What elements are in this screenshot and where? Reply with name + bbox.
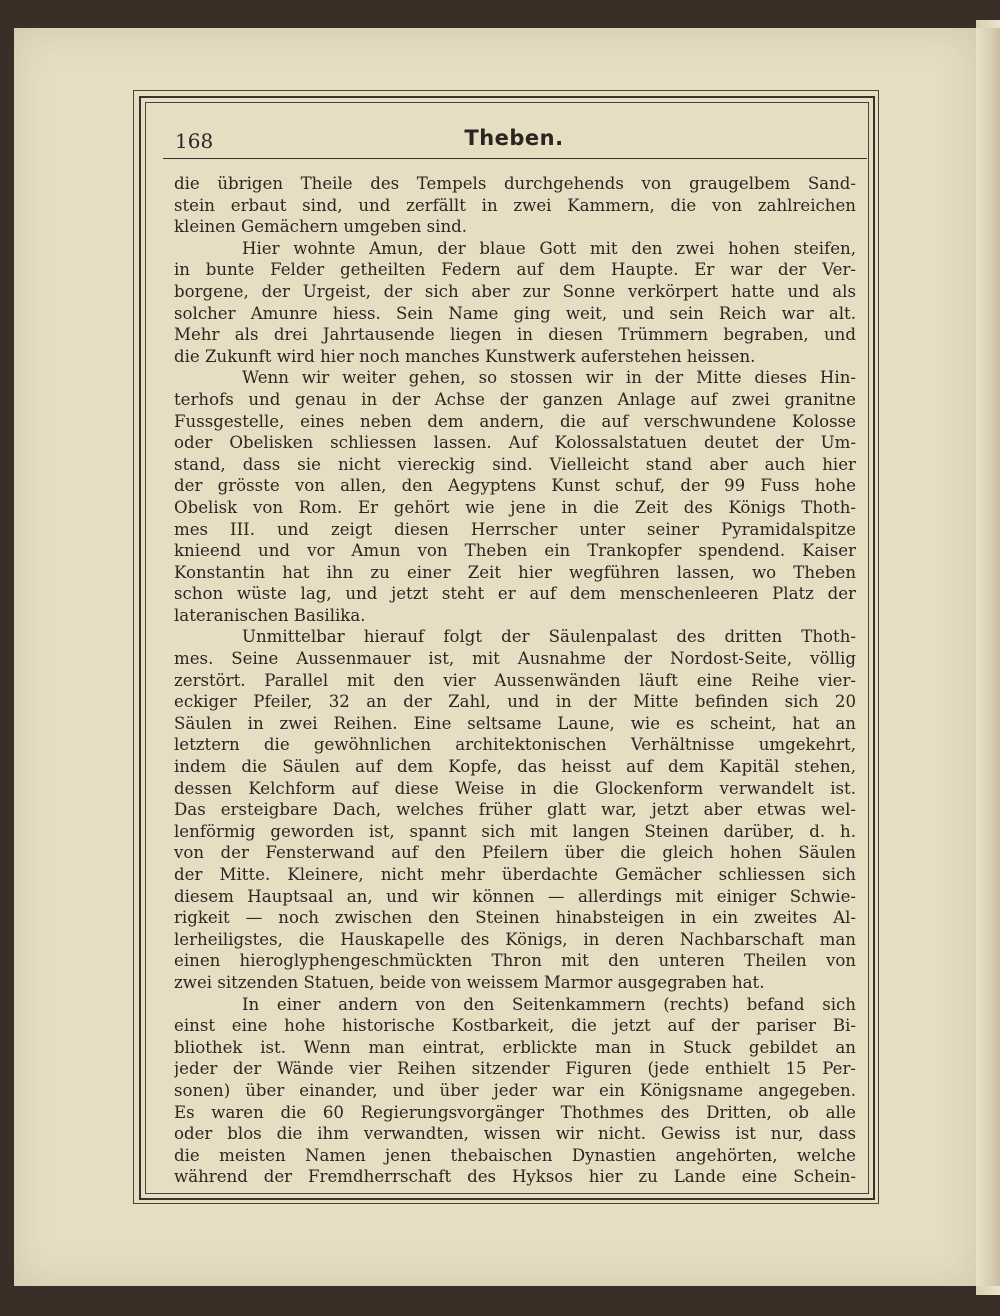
text-line: Säulen in zwei Reihen. Eine seltsame Laune, wie es scheint, hat an	[174, 713, 856, 733]
text-line: einen hieroglyphengeschmückten Thron mit den unteren Theilen von	[174, 951, 856, 971]
running-title: Theben.	[464, 126, 564, 150]
text-line: die meisten Namen jenen thebaischen Dynastien angehörten, welche	[174, 1145, 856, 1165]
text-line: mes. Seine Aussenmauer ist, mit Ausnahme der Nordost-Seite, völlig	[174, 649, 856, 669]
text-line: von der Fensterwand auf den Pfeilern über die gleich hohen Säulen	[174, 843, 856, 863]
text-line: stand, dass sie nicht viereckig sind. Vielleicht stand aber auch hier	[174, 454, 856, 474]
page-header	[163, 126, 865, 156]
text-line: Hier wohnte Amun, der blaue Gott mit den zwei hohen steifen,	[242, 238, 856, 258]
text-line: kleinen Gemächern umgeben sind.	[174, 217, 468, 237]
text-line: borgene, der Urgeist, der sich aber zur Sonne verkörpert hatte und als	[174, 281, 856, 301]
text-line: letztern die gewöhnlichen architektonischen Verhältnisse umgekehrt,	[174, 735, 856, 755]
text-line: diesem Hauptsaal an, und wir können — allerdings mit einiger Schwie-	[174, 886, 856, 906]
text-line: knieend und vor Amun von Theben ein Trankopfer spendend. Kaiser	[174, 541, 856, 561]
text-line: während der Fremdherrschaft des Hyksos hier zu Lande eine Schein-	[174, 1167, 856, 1187]
page-gutter-shadow	[976, 28, 1000, 1286]
text-line: stein erbaut sind, und zerfällt in zwei Kammern, die von zahlreichen	[174, 195, 856, 215]
text-line: Es waren die 60 Regierungsvorgänger Thothmes des Dritten, ob alle	[174, 1102, 856, 1122]
text-line: solcher Amunre hiess. Sein Name ging weit, und sein Reich war alt.	[174, 303, 856, 323]
text-line: der Mitte. Kleinere, nicht mehr überdachte Gemächer schliessen sich	[174, 865, 856, 884]
text-line: Mehr als drei Jahrtausende liegen in diesen Trümmern begraben, und	[174, 325, 856, 345]
header-rule	[163, 158, 867, 159]
text-line: Fussgestelle, eines neben dem andern, die auf verschwundene Kolosse	[174, 411, 856, 431]
text-line: einst eine hohe historische Kostbarkeit, die jetzt auf der pariser Bi-	[174, 1016, 856, 1036]
page-number: 168	[175, 129, 214, 153]
text-line: Unmittelbar hierauf folgt der Säulenpalast des dritten Thoth-	[242, 627, 856, 647]
text-line: die übrigen Theile des Tempels durchgehends von graugelbem Sand-	[174, 174, 856, 193]
text-line: lateranischen Basilika.	[174, 605, 366, 625]
text-line: rigkeit — noch zwischen den Steinen hinabsteigen in ein zweites Al-	[174, 908, 856, 928]
text-line: terhofs und genau in der Achse der ganzen Anlage auf zwei granitne	[174, 389, 856, 409]
text-line: schon wüste lag, und jetzt steht er auf dem menschenleeren Platz der	[174, 584, 856, 604]
text-line: jeder der Wände vier Reihen sitzender Figuren (jede enthielt 15 Per-	[174, 1059, 856, 1079]
text-line: Wenn wir weiter gehen, so stossen wir in der Mitte dieses Hin-	[242, 368, 856, 388]
text-line: eckiger Pfeiler, 32 an der Zahl, und in der Mitte befinden sich 20	[174, 692, 856, 712]
text-line: dessen Kelchform auf diese Weise in die Glockenform verwandelt ist.	[174, 778, 856, 798]
text-line: Das ersteigbare Dach, welches früher glatt war, jetzt aber etwas wel-	[174, 800, 856, 820]
text-line: Obelisk von Rom. Er gehört wie jene in die Zeit des Königs Thoth-	[174, 497, 856, 517]
text-line: in bunte Felder getheilten Federn auf dem Haupte. Er war der Ver-	[174, 260, 856, 280]
text-line: lerheiligstes, die Hauskapelle des Königs, in deren Nachbarschaft man	[174, 929, 856, 949]
text-line: indem die Säulen auf dem Kopfe, das heisst auf dem Kapitäl stehen,	[174, 757, 856, 777]
text-line: die Zukunft wird hier noch manches Kunstwerk auferstehen heissen.	[174, 346, 756, 366]
text-line: In einer andern von den Seitenkammern (rechts) befand sich	[242, 994, 856, 1014]
text-line: oder Obelisken schliessen lassen. Auf Kolossalstatuen deutet der Um-	[174, 433, 856, 453]
text-line: Konstantin hat ihn zu einer Zeit hier wegführen lassen, wo Theben	[174, 562, 856, 582]
text-line: lenförmig geworden ist, spannt sich mit langen Steinen darüber, d. h.	[174, 821, 856, 841]
text-line: mes III. und zeigt diesen Herrscher unter seiner Pyramidalspitze	[174, 519, 856, 539]
body-text	[174, 173, 856, 1188]
text-line: zerstört. Parallel mit den vier Aussenwänden läuft eine Reihe vier-	[174, 670, 856, 690]
text-line: der grösste von allen, den Aegyptens Kunst schuf, der 99 Fuss hohe	[174, 476, 856, 496]
text-line: oder blos die ihm verwandten, wissen wir nicht. Gewiss ist nur, dass	[174, 1124, 856, 1144]
text-line: bliothek ist. Wenn man eintrat, erblickte man in Stuck gebildet an	[174, 1037, 856, 1057]
text-line: zwei sitzenden Statuen, beide von weissem Marmor ausgegraben hat.	[174, 972, 765, 992]
text-line: sonen) über einander, und über jeder war ein Königsname angegeben.	[174, 1080, 856, 1100]
